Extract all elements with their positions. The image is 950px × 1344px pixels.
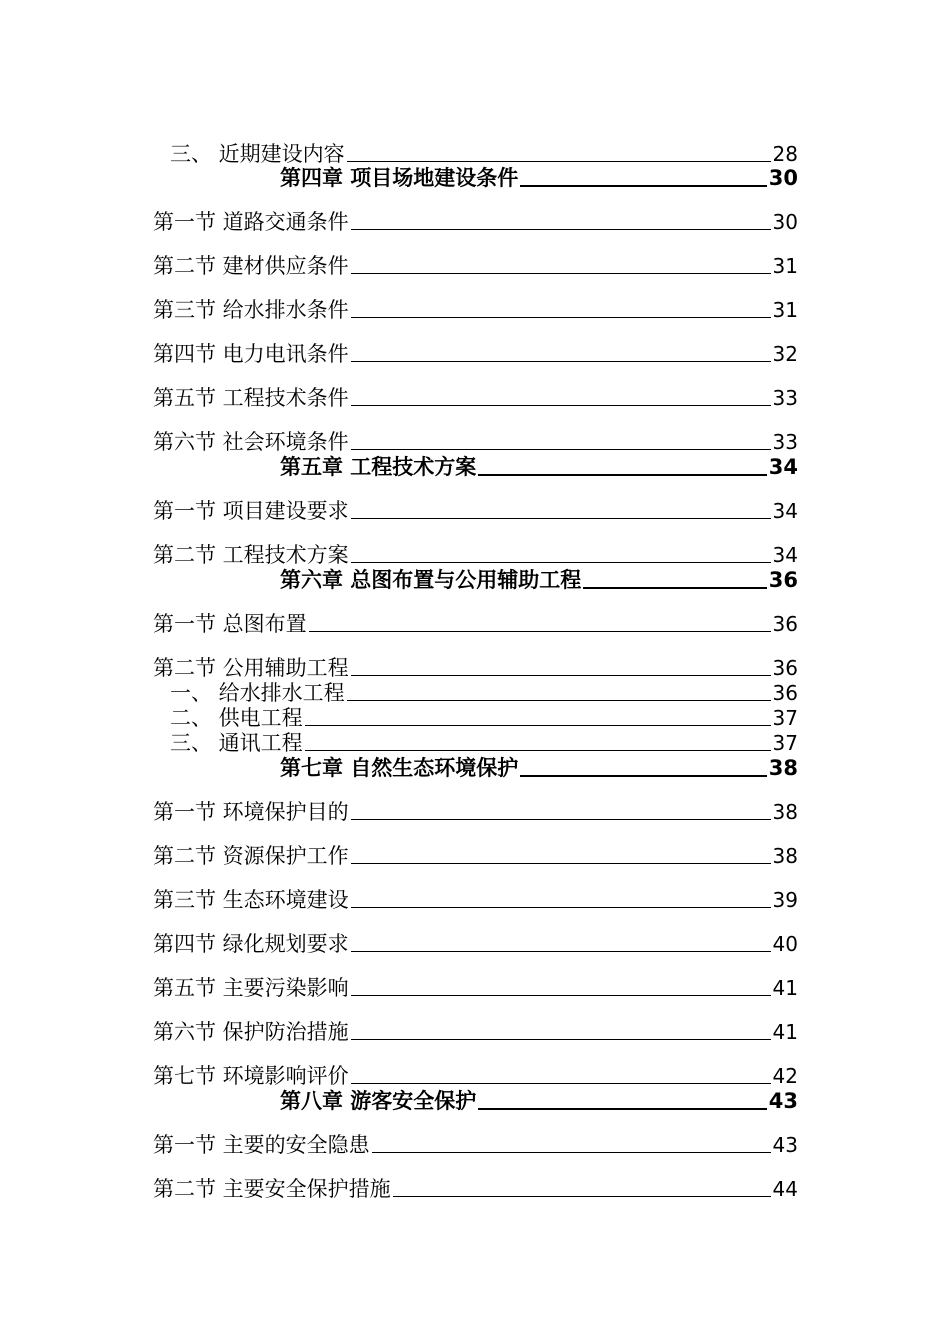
toc-leader-line xyxy=(351,1038,771,1040)
toc-entry[interactable] xyxy=(153,970,798,1000)
toc-entry-label: 第一节 总图布置 xyxy=(153,612,307,636)
toc-leader-line xyxy=(309,630,771,632)
toc-page-number: 30 xyxy=(772,210,798,234)
toc-entry-label: 第六章 总图布置与公用辅助工程 xyxy=(280,568,582,592)
toc-leader-line xyxy=(351,228,771,230)
toc-entry[interactable] xyxy=(153,606,798,636)
toc-page-number: 39 xyxy=(772,888,798,912)
toc-entry[interactable] xyxy=(153,248,798,278)
toc-entry[interactable] xyxy=(153,838,798,868)
toc-entry-label: 一、 给水排水工程 xyxy=(170,681,345,705)
toc-entry-label: 第七章 自然生态环境保护 xyxy=(280,756,519,780)
toc-leader-line xyxy=(351,404,771,406)
toc-entry-label: 第一节 环境保护目的 xyxy=(153,800,349,824)
toc-entry-label: 第二节 建材供应条件 xyxy=(153,254,349,278)
toc-chapter-entry[interactable] xyxy=(280,1083,798,1113)
toc-entry[interactable] xyxy=(153,1127,798,1157)
toc-entry[interactable] xyxy=(153,794,798,824)
toc-entry[interactable] xyxy=(153,380,798,410)
toc-entry-label: 第六节 社会环境条件 xyxy=(153,430,349,454)
toc-chapter-entry[interactable] xyxy=(280,562,798,592)
toc-page-number: 38 xyxy=(772,800,798,824)
toc-page-number: 43 xyxy=(768,1089,798,1113)
toc-page-number: 30 xyxy=(768,166,798,190)
toc-leader-line xyxy=(520,774,766,777)
toc-page-number: 42 xyxy=(772,1064,798,1088)
toc-entry-label: 三、 通讯工程 xyxy=(170,731,303,755)
toc-entry-label: 第四章 项目场地建设条件 xyxy=(280,166,519,190)
toc-leader-line xyxy=(478,473,766,476)
toc-entry-label: 第二节 公用辅助工程 xyxy=(153,656,349,680)
toc-chapter-entry[interactable] xyxy=(280,750,798,780)
toc-chapter-entry[interactable] xyxy=(280,160,798,190)
toc-page-number: 33 xyxy=(772,386,798,410)
toc-leader-line xyxy=(478,1107,766,1110)
toc-entry-label: 第三节 生态环境建设 xyxy=(153,888,349,912)
toc-page-number: 32 xyxy=(772,342,798,366)
toc-leader-line xyxy=(351,994,771,996)
toc-page-number: 38 xyxy=(772,844,798,868)
toc-entry[interactable] xyxy=(153,926,798,956)
toc-page-number: 38 xyxy=(768,756,798,780)
toc-entry[interactable] xyxy=(153,336,798,366)
toc-entry-label: 第五节 主要污染影响 xyxy=(153,976,349,1000)
toc-leader-line xyxy=(351,862,771,864)
toc-page-number: 40 xyxy=(772,932,798,956)
toc-entry-label: 第一节 主要的安全隐患 xyxy=(153,1133,370,1157)
toc-entry[interactable] xyxy=(153,1014,798,1044)
toc-page-number: 44 xyxy=(772,1177,798,1201)
toc-page-number: 28 xyxy=(772,142,798,166)
toc-leader-line xyxy=(351,360,771,362)
toc-leader-line xyxy=(393,1195,771,1197)
toc-leader-line xyxy=(583,586,766,589)
toc-entry-label: 第五章 工程技术方案 xyxy=(280,455,477,479)
toc-entry-label: 第五节 工程技术条件 xyxy=(153,386,349,410)
toc-entry[interactable] xyxy=(153,882,798,912)
toc-entry[interactable] xyxy=(153,1171,798,1201)
toc-page-number: 34 xyxy=(768,455,798,479)
toc-page-number: 43 xyxy=(772,1133,798,1157)
toc-page-number: 41 xyxy=(772,1020,798,1044)
toc-leader-line xyxy=(351,272,771,274)
toc-page-number: 31 xyxy=(772,298,798,322)
toc-page-number: 41 xyxy=(772,976,798,1000)
toc-entry-label: 第二节 资源保护工作 xyxy=(153,844,349,868)
toc-entry[interactable] xyxy=(153,292,798,322)
toc-leader-line xyxy=(520,184,766,187)
toc-leader-line xyxy=(351,517,771,519)
toc-entry[interactable] xyxy=(153,204,798,234)
toc-entry-label: 第四节 绿化规划要求 xyxy=(153,932,349,956)
toc-leader-line xyxy=(351,906,771,908)
toc-entry-label: 第六节 保护防治措施 xyxy=(153,1020,349,1044)
toc-page-number: 37 xyxy=(772,731,798,755)
toc-page-number: 36 xyxy=(768,568,798,592)
toc-entry[interactable] xyxy=(153,493,798,523)
toc-leader-line xyxy=(351,950,771,952)
toc-entry-label: 第三节 给水排水条件 xyxy=(153,298,349,322)
toc-page-number: 37 xyxy=(772,706,798,730)
toc-entry-label: 第二节 主要安全保护措施 xyxy=(153,1177,391,1201)
toc-entry-label: 二、 供电工程 xyxy=(170,706,303,730)
toc-leader-line xyxy=(351,818,771,820)
toc-page-number: 31 xyxy=(772,254,798,278)
toc-page-number: 36 xyxy=(772,681,798,705)
toc-entry-label: 第四节 电力电讯条件 xyxy=(153,342,349,366)
toc-page-number: 33 xyxy=(772,430,798,454)
toc-entry-label: 第七节 环境影响评价 xyxy=(153,1064,349,1088)
toc-entry-label: 三、 近期建设内容 xyxy=(170,142,345,166)
toc-entry-label: 第一节 项目建设要求 xyxy=(153,499,349,523)
toc-chapter-entry[interactable] xyxy=(280,449,798,479)
toc-page-number: 36 xyxy=(772,612,798,636)
toc-entry-label: 第一节 道路交通条件 xyxy=(153,210,349,234)
toc-leader-line xyxy=(351,316,771,318)
toc-page-number: 34 xyxy=(772,499,798,523)
toc-page-number: 34 xyxy=(772,543,798,567)
toc-entry-label: 第二节 工程技术方案 xyxy=(153,543,349,567)
toc-entry-label: 第八章 游客安全保护 xyxy=(280,1089,477,1113)
toc-leader-line xyxy=(372,1151,771,1153)
toc-page-number: 36 xyxy=(772,656,798,680)
